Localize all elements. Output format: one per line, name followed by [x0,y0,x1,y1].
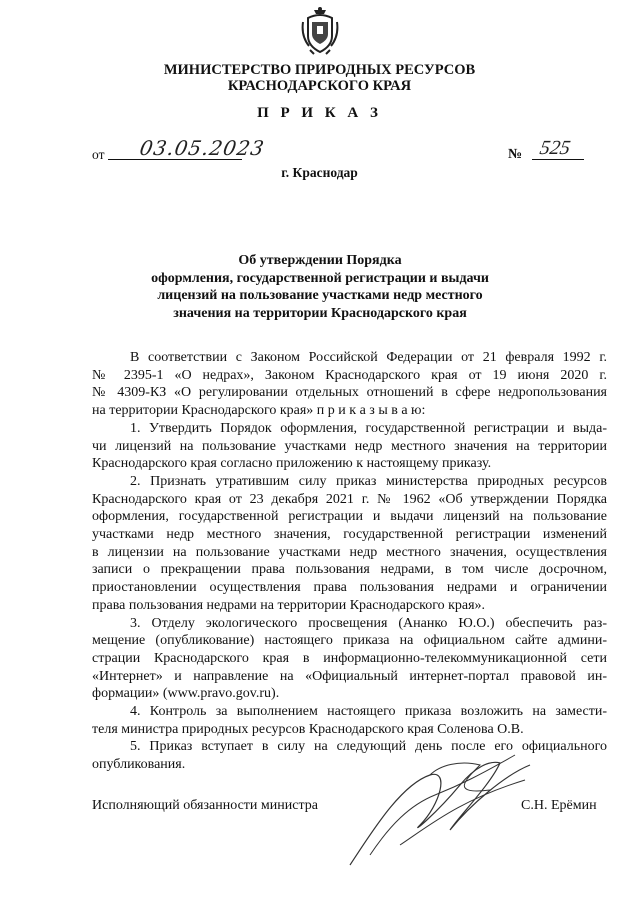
body-line: опубликования. [92,757,186,773]
body-line: 1. Утвердить Порядок оформления, государственной регистрации и выда- [130,420,607,436]
body-line: записи о прекращении права пользования недрами, в том числе досрочном, [92,562,607,578]
body-line: в лицензии на пользование участками недр местного значения, осуществления [92,544,607,560]
ministry-name-line2: КРАСНОДАРСКОГО КРАЯ [227,78,412,94]
body-line: на территории Краснодарского края» п р и к а з ы в а ю: [92,403,426,419]
body-line: 5. Приказ вступает в силу на следующий день после его официального [130,739,607,755]
signatory-role: Исполняющий обязанности министра [92,798,318,813]
body-line: права пользования недрами на территории Краснодарского края». [92,597,486,613]
body-line: участками недр местного значения, государственной регистрации изменений [92,527,607,543]
body-line: № 2395-1 «О недрах», Законом Краснодарского края от 19 июня 2020 г. [92,367,607,383]
body-line: 2. Признать утратившим силу приказ министерства природных ресурсов [130,473,607,489]
subject-line: Об утверждении Порядка [238,253,402,268]
order-subject [120,252,520,322]
city-label: г. Краснодар [281,165,358,180]
order-number-label: № [508,147,523,162]
body-line: чи лицензий на пользование участками недр местного значения на территории [92,438,607,454]
body-line: оформления, государственной регистрации и выдачи лицензий на пользование [92,509,607,525]
body-line: мещение (опубликование) настоящего приказа на официальном сайте админи- [92,633,607,649]
document-type-title: П Р И К А З [257,105,382,121]
order-body-text [92,349,607,774]
subject-line: оформления, государственной регистрации и выдачи [151,270,489,286]
body-line: страции Краснодарского края в информационно-телекоммуникационной сети [92,650,607,666]
body-line: приостановлении осуществления права пользования недрами и ограничении [92,580,607,596]
order-number-handwritten: 525 [538,137,573,159]
body-line: № 4309-КЗ «О регулировании отдельных отношений в сфере недропользования [92,385,607,401]
signatory-name: С.Н. Ерёмин [521,798,597,813]
body-line: Краснодарского края согласно приложению к настоящему приказу. [92,456,492,472]
signature-icon [340,745,540,875]
body-line: формации» (www.pravo.gov.ru). [92,686,280,702]
body-line: теля министра природных ресурсов Краснодарского края Соленова О.В. [92,721,524,737]
subject-line: значения на территории Краснодарского края [173,305,467,321]
body-line: 4. Контроль за выполнением настоящего приказа возложить на замести- [130,704,607,720]
body-line: 3. Отделу экологического просвещения (Ананко Ю.О.) обеспечить раз- [130,615,607,631]
body-line: «Интернет» и направление на «Официальный интернет-портал правовой ин- [92,668,607,684]
order-date-handwritten: 03.05.2023 [137,136,267,160]
coat-of-arms-icon [300,6,340,56]
subject-line: лицензий на пользование участками недр местного [157,288,483,304]
ministry-name-line1: МИНИСТЕРСТВО ПРИРОДНЫХ РЕСУРСОВ [163,62,476,78]
date-from-label: от [92,147,105,162]
body-line: Краснодарского края от 23 декабря 2021 г. № 1962 «Об утверждении Порядка [92,491,607,507]
body-line: В соответствии с Законом Российской Федерации от 21 февраля 1992 г. [130,350,607,365]
